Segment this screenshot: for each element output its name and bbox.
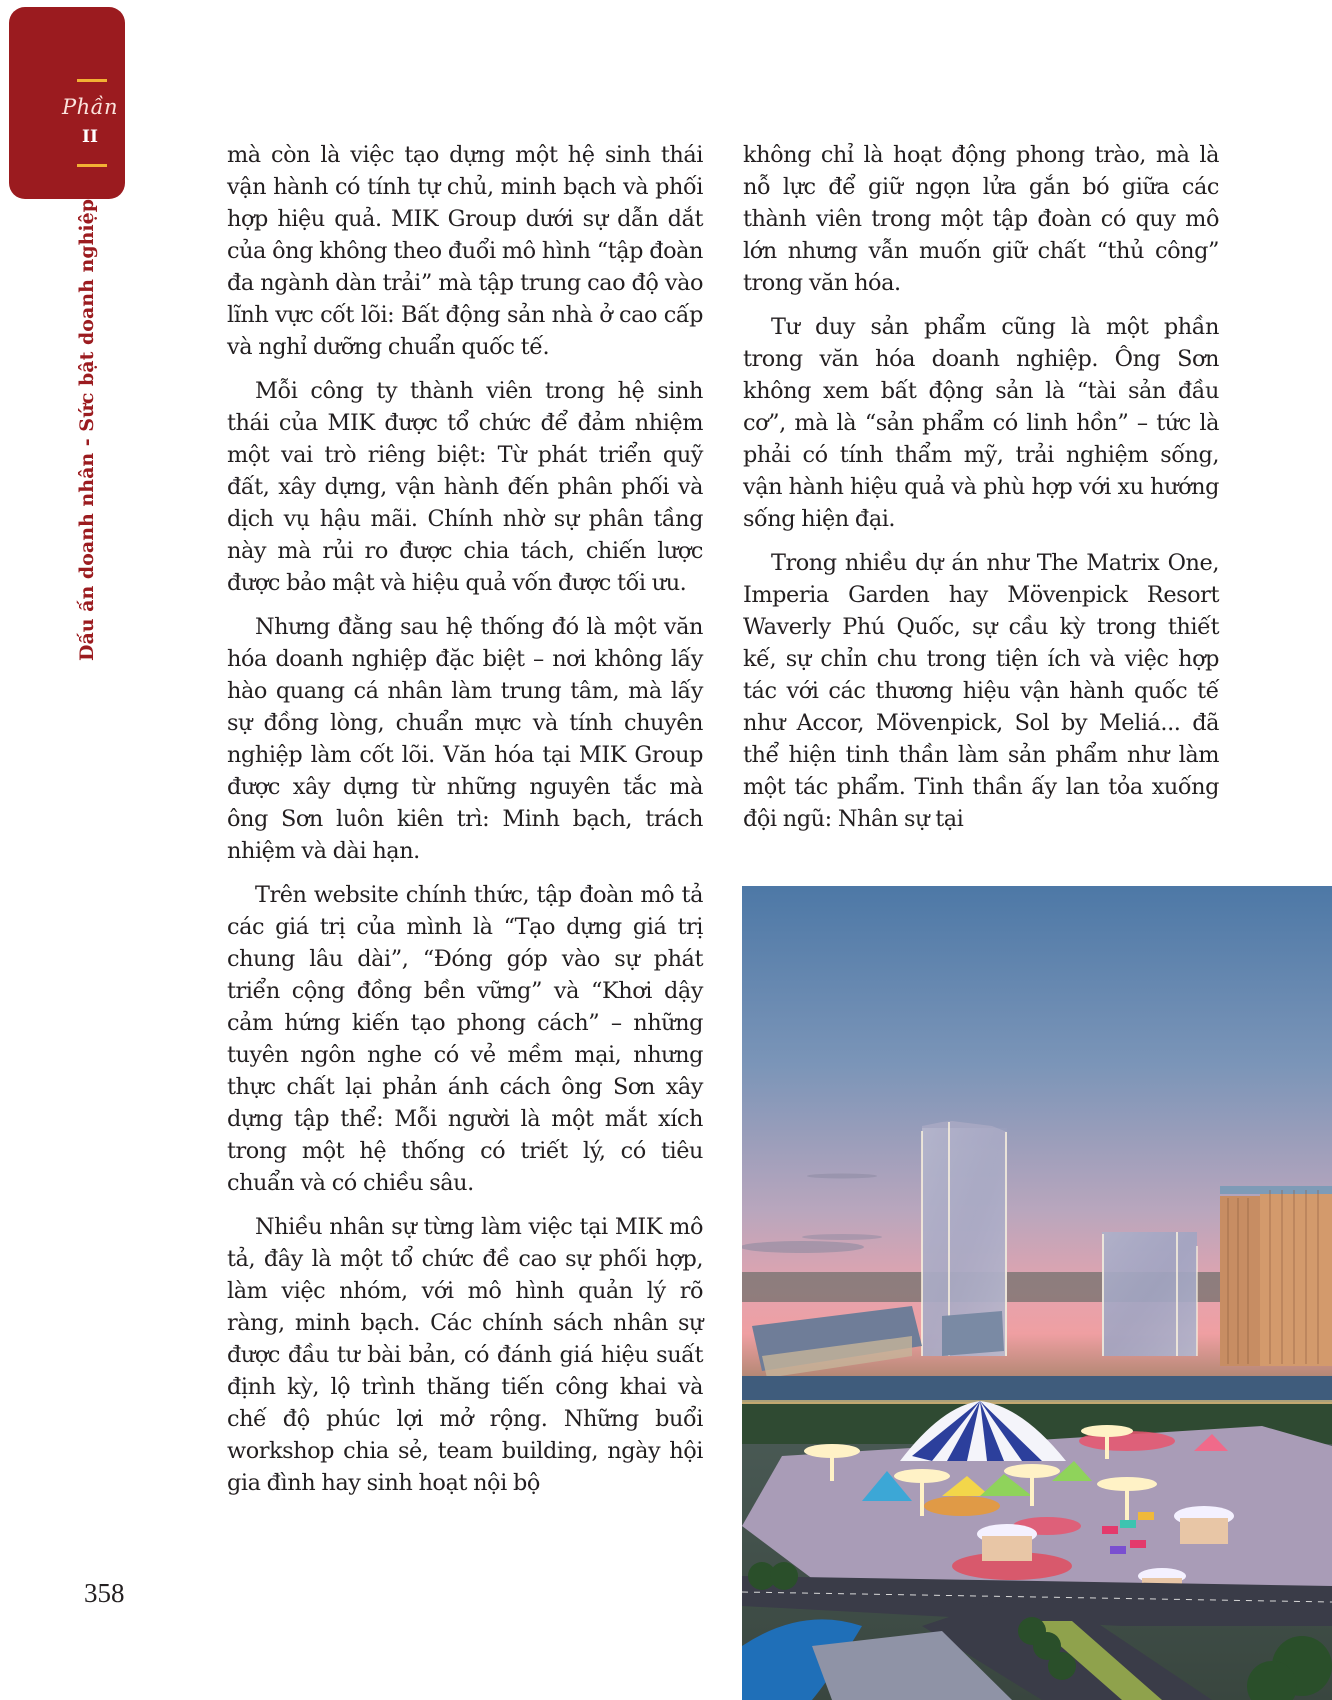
left-column: [227, 139, 703, 1511]
section-label: Phần: [61, 95, 119, 119]
right-column: [743, 139, 1219, 847]
paragraph: mà còn là việc tạo dựng một hệ sinh thái vận hành có tính tự chủ, minh bạch và phối hợp hiệu quả. MIK Group dưới sự dẫn dắt của ông không theo đuổi mô hình “tập đoàn đa ngành dàn trải” mà tập trung cao độ vào lĩnh vực cốt lõi: Bất động sản nhà ở cao cấp và nghỉ dưỡng chuẩn quốc tế.: [227, 142, 703, 360]
page-number: 358: [84, 1578, 125, 1608]
cloud: [742, 1241, 864, 1253]
paragraph: Mỗi công ty thành viên trong hệ sinh thái của MIK được tổ chức để đảm nhiệm một vai trò riêng biệt: Từ phát triển quỹ đất, xây dựng, vận hành đến phân phối và dịch vụ hậu mãi. Chính nhờ sự phân tầng này mà rủi ro được chia tách, chiến lược được bảo mật và hiệu quả vốn được tối ưu.: [227, 378, 703, 596]
river: [742, 1376, 1332, 1402]
glass-tower-secondary: [1102, 1232, 1197, 1356]
paragraph: không chỉ là hoạt động phong trào, mà là nỗ lực để giữ ngọn lửa gắn bó giữa các thành viên trong một tập đoàn có quy mô lớn nhưng vẫn muốn giữ chất “thủ công” trong văn hóa.: [743, 142, 1219, 296]
photo-illustration: [742, 886, 1332, 1700]
tab-rule-top: [77, 79, 107, 82]
residential-towers: [1220, 1186, 1332, 1366]
cloud: [802, 1234, 882, 1240]
villa-rows: [752, 1306, 1004, 1378]
section-tab: [9, 7, 125, 199]
paragraph: Trong nhiều dự án như The Matrix One, Imperia Garden hay Mövenpick Resort Waverly Phú Quốc, sự cầu kỳ trong thiết kế, sự chỉn chu trong tiện ích và việc hợp tác với các thương hiệu vận hành quốc tế như Accor, Mövenpick, Sol by Meliá... đã thể hiện tinh thần làm sản phẩm như làm một tác phẩm. Tinh thần ấy lan tỏa xuống đội ngũ: Nhân sự tại: [743, 550, 1219, 832]
tab-rule-bottom: [77, 164, 107, 167]
paragraph: Tư duy sản phẩm cũng là một phần trong văn hóa doanh nghiệp. Ông Sơn không xem bất động sản là “tài sản đầu cơ”, mà là “sản phẩm có linh hồn” – tức là phải có tính thẩm mỹ, trải nghiệm sống, vận hành hiệu quả và phù hợp với xu hướng sống hiện đại.: [743, 314, 1219, 532]
plaza-circle: [924, 1496, 1000, 1516]
river-lights: [742, 1400, 1332, 1404]
cloud: [807, 1174, 877, 1179]
section-numeral: II: [82, 127, 98, 147]
project-photo: [742, 886, 1332, 1700]
paragraph: Nhưng đằng sau hệ thống đó là một văn hóa doanh nghiệp đặc biệt – nơi không lấy hào quang cá nhân làm trung tâm, mà lấy sự đồng lòng, chuẩn mực và tính chuyên nghiệp làm cốt lõi. Văn hóa tại MIK Group được xây dựng từ những nguyên tắc mà ông Sơn luôn kiên trì: Minh bạch, trách nhiệm và dài hạn.: [227, 614, 703, 864]
paragraph: Trên website chính thức, tập đoàn mô tả các giá trị của mình là “Tạo dựng giá trị chung lâu dài”, “Đóng góp vào sự phát triển cộng đồng bền vững” và “Khơi dậy cảm hứng kiến tạo phong cách” – những tuyên ngôn nghe có vẻ mềm mại, nhưng thực chất lại phản ánh cách ông Sơn xây dựng tập thể: Mỗi người là một mắt xích trong một hệ thống có triết lý, có tiêu chuẩn và có chiều sâu.: [227, 882, 703, 1196]
running-head: Dấu ấn doanh nhân - Sức bật doanh nghiệp: [76, 198, 98, 662]
carousel: [977, 1524, 1037, 1561]
carousel: [1174, 1506, 1234, 1544]
paragraph: Nhiều nhân sự từng làm việc tại MIK mô tả, đây là một tổ chức đề cao sự phối hợp, làm việc nhóm, với mô hình quản lý rõ ràng, minh bạch. Các chính sách nhân sự được đầu tư bài bản, có đánh giá hiệu suất định kỳ, lộ trình thăng tiến công khai và chế độ phúc lợi mở rộng. Những buổi workshop chia sẻ, team building, ngày hội gia đình hay sinh hoạt nội bộ: [227, 1214, 703, 1496]
